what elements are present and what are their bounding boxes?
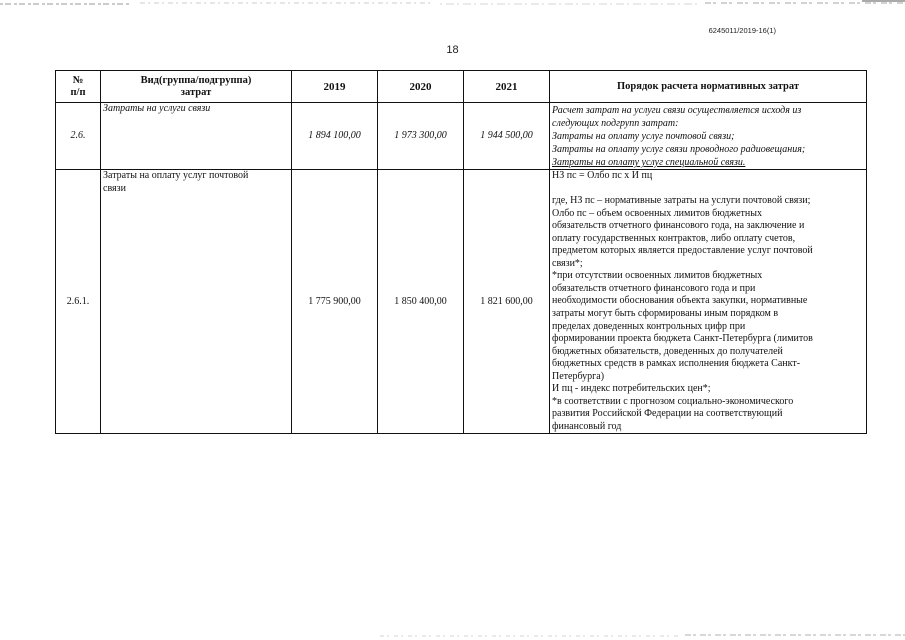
scan-artifact-bottom [380, 632, 905, 640]
method-line: необходимости обоснования объекта закупки, нормативные [552, 295, 808, 307]
table-header-row [56, 71, 867, 103]
method-line: связи*; [552, 257, 583, 269]
method-line: бюджетных средств в рамках исполнения бюджета Санкт- [552, 358, 801, 370]
method-line: И пц - индекс потребительских цен*; [552, 383, 711, 395]
column-header-cost-type [101, 71, 292, 103]
row-calculation-method [550, 103, 867, 170]
column-header-2019: 2019 [292, 71, 378, 103]
row-cost-type-text: Затраты на услуги связи [103, 103, 211, 114]
row-value-2021: 1 821 600,00 [464, 170, 550, 434]
method-line: пределах доведенных контрольных цифр при [552, 320, 746, 332]
method-line: предметом которых является предоставление услуг почтовой [552, 245, 813, 257]
method-line: Расчет затрат на услуги связи осуществляется исходя из [552, 105, 802, 116]
table-row [56, 103, 867, 170]
row-value-2021: 1 944 500,00 [464, 103, 550, 170]
row-number: 2.6. [56, 103, 101, 170]
method-line: обязательств отчетного финансового года и при [552, 282, 756, 294]
page-number: 18 [446, 44, 459, 56]
formula-line: НЗ пс = Олбо пс х И пц [552, 170, 653, 181]
column-header-number [56, 71, 101, 103]
method-line: финансовый год [552, 420, 622, 432]
column-header-number-line1: № [72, 74, 84, 86]
method-line: где, НЗ пс – нормативные затраты на услуги почтовой связи; [552, 195, 811, 207]
method-line: развития Российской Федерации на соответствующий [552, 408, 783, 420]
method-line: бюджетных обязательств, доведенных до получателей [552, 345, 783, 357]
method-line: затраты могут быть сформированы иным порядком в [552, 308, 779, 320]
column-header-cost-type-line2: затрат [180, 86, 212, 98]
row-cost-type [101, 170, 292, 434]
method-line: *в соответствии с прогнозом социально-экономического [552, 395, 794, 407]
normative-costs-table [55, 70, 867, 434]
row-cost-type-line1: Затраты на оплату услуг почтовой [103, 170, 249, 181]
column-header-cost-type-line1: Вид(группа/подгруппа) [140, 74, 252, 86]
row-cost-type-line2: связи [103, 182, 126, 194]
method-line: обязательств отчетного финансового года, на заключение и [552, 220, 805, 232]
method-line [552, 183, 864, 196]
row-value-2019: 1 894 100,00 [292, 103, 378, 170]
scan-artifact-top [0, 0, 905, 10]
method-line: Затраты на оплату услуг специальной связи. [552, 157, 746, 168]
column-header-number-line2: п/п [70, 86, 86, 98]
row-value-2020: 1 973 300,00 [378, 103, 464, 170]
method-line: *при отсутствии освоенных лимитов бюджетных [552, 270, 763, 282]
method-line: формировании проекта бюджета Санкт-Петербурга (лимитов [552, 333, 813, 345]
method-line: Затраты на оплату услуг связи проводного радиовещания; [552, 144, 806, 155]
method-line: оплату государственных контрактов, либо оплату счетов, [552, 232, 796, 244]
document-registration-code: 6245011/2019-16(1) [708, 26, 776, 35]
row-cost-type [101, 103, 292, 170]
table-row [56, 170, 867, 434]
method-line: Олбо пс – объем освоенных лимитов бюджетных [552, 207, 762, 219]
row-number: 2.6.1. [56, 170, 101, 434]
method-line: следующих подгрупп затрат: [552, 118, 679, 129]
column-header-calculation-method: Порядок расчета нормативных затрат [550, 71, 867, 103]
row-value-2019: 1 775 900,00 [292, 170, 378, 434]
row-value-2020: 1 850 400,00 [378, 170, 464, 434]
row-calculation-method [550, 170, 867, 434]
column-header-2021: 2021 [464, 71, 550, 103]
method-line: Петербурга) [552, 370, 605, 382]
method-line: Затраты на оплату услуг почтовой связи; [552, 131, 735, 142]
column-header-2020: 2020 [378, 71, 464, 103]
